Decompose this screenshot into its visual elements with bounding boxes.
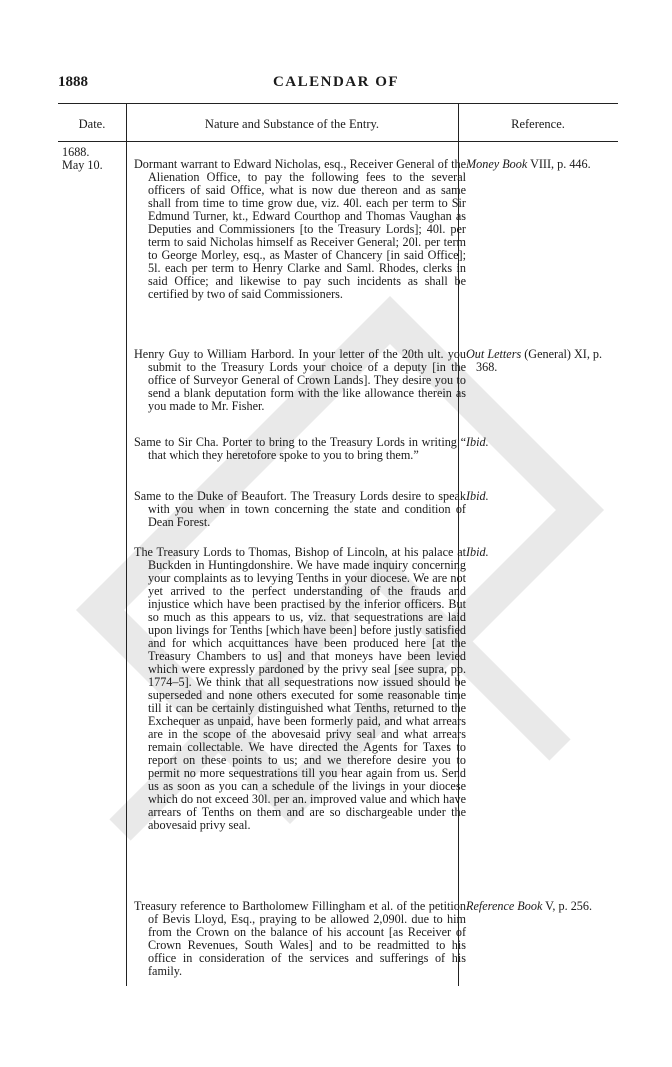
reference-detail: V, p. 256. (542, 899, 593, 913)
entry-same-to-porter: Same to Sir Cha. Porter to bring to the Treasury Lords in writing “ that which they heretofore spoke to you to bring them.” (134, 435, 466, 462)
reference-detail: VIII, p. 446. (527, 157, 591, 171)
reference-entry-6 (466, 900, 626, 913)
entry-bishop-of-lincoln: The Treasury Lords to Thomas, Bishop of Lincoln, at his palace at Buckden in Huntingdonshire. We have made inquiry concerning your complaints as to levying Tenths in your diocese. We are not yet arrived to the perfect understanding of the frauds and injustice which have been practised by the inferior officers. But so much as this appears to us, viz. that sequestrations are laid upon livings for Tenths [which have been] before justly satisfied and for which acquittances have been produced here [at the Treasury Chambers to us] and that moneys have been levied which were expressly pardoned by the privy seal [see supra, pp. 1774–5]. We think that all sequestrations now issued should be superseded and none others executed for some reasonable time till it can be certainly distinguished what Tenths, returned to the Exchequer as unpaid, have been formerly paid, and what arrears are in the scope of the abovesaid privy seal and what arrears remain collectable. We have directed the Agents for Taxes to report on these points to us; and we therefore desire you to permit no more sequestrations till you hear again from us. Send us as soon as you can a schedule of the livings in your diocese which do not exceed 30l. per an. improved value and which have arrears of Tenths on them and are so dischargeable under the abovesaid privy seal. (134, 545, 466, 832)
reference-title: Ibid. (466, 489, 489, 503)
entry-fillingham-reference: Treasury reference to Bartholomew Fillingham et al. of the petition of Bevis Lloyd, Esq., praying to be allowed 2,090l. due to him from the Crown on the balance of his account [as Receiver of Crown Revenues, South Wales] and to be readmitted to his office in consideration of the services and sufferings of his family. (134, 899, 466, 978)
column-divider-left (126, 103, 127, 986)
reference-detail: (General) XI, p. 368. (476, 347, 603, 374)
page-number: 1888 (58, 74, 88, 90)
column-header-date: Date. (78, 117, 106, 131)
reference-entry-2 (466, 348, 626, 374)
running-title: CALENDAR OF (272, 74, 400, 90)
column-header-nature: Nature and Substance of the Entry. (204, 117, 380, 131)
column-header-reference: Reference. (511, 117, 565, 131)
reference-title: Reference Book (466, 899, 543, 913)
date-year: 1688. (62, 145, 90, 159)
reference-title: Money Book (466, 157, 528, 171)
reference-title: Ibid. (466, 435, 489, 449)
reference-title: Out Letters (466, 347, 522, 361)
reference-entry-5 (466, 546, 626, 559)
date-day: May 10. (62, 158, 103, 172)
top-rule (58, 103, 618, 104)
reference-entry-3 (466, 436, 626, 449)
reference-title: Ibid. (466, 545, 489, 559)
entry-date (62, 146, 124, 172)
entry-same-to-beaufort: Same to the Duke of Beaufort. The Treasury Lords desire to speak with you when in town concerning the state and condition of Dean Forest. (134, 489, 466, 529)
entry-alienation-office-warrant: Dormant warrant to Edward Nicholas, esq., Receiver General of the Alienation Office, to pay the following fees to the several officers of said Office, what is now due thereon and as same shall from time to time grow due, viz. 40l. each per term to Sir Edmund Turner, kt., Edward Courthop and Thomas Vaughan as Deputies and Commissioners [to the Treasury Lords]; 40l. per term to said Nicholas himself as Receiver General; 20l. per term to George Morley, esq., as Master of Chancery [in said Office]; 5l. each per term to Henry Clarke and Saml. Rhodes, clerks in said Office; and likewise to pay such incidents as shall be certified by two of said Commissioners. (134, 157, 466, 301)
reference-entry-1 (466, 158, 626, 171)
header-rule (58, 141, 618, 142)
reference-entry-4 (466, 490, 626, 503)
entry-guy-to-harbord: Henry Guy to William Harbord. In your letter of the 20th ult. you submit to the Treasury Lords your choice of a deputy [in the office of Surveyor General of Crown Lands]. They desire you to send a blank deputation form with the like allowance therein as you made to Mr. Fisher. (134, 347, 466, 413)
